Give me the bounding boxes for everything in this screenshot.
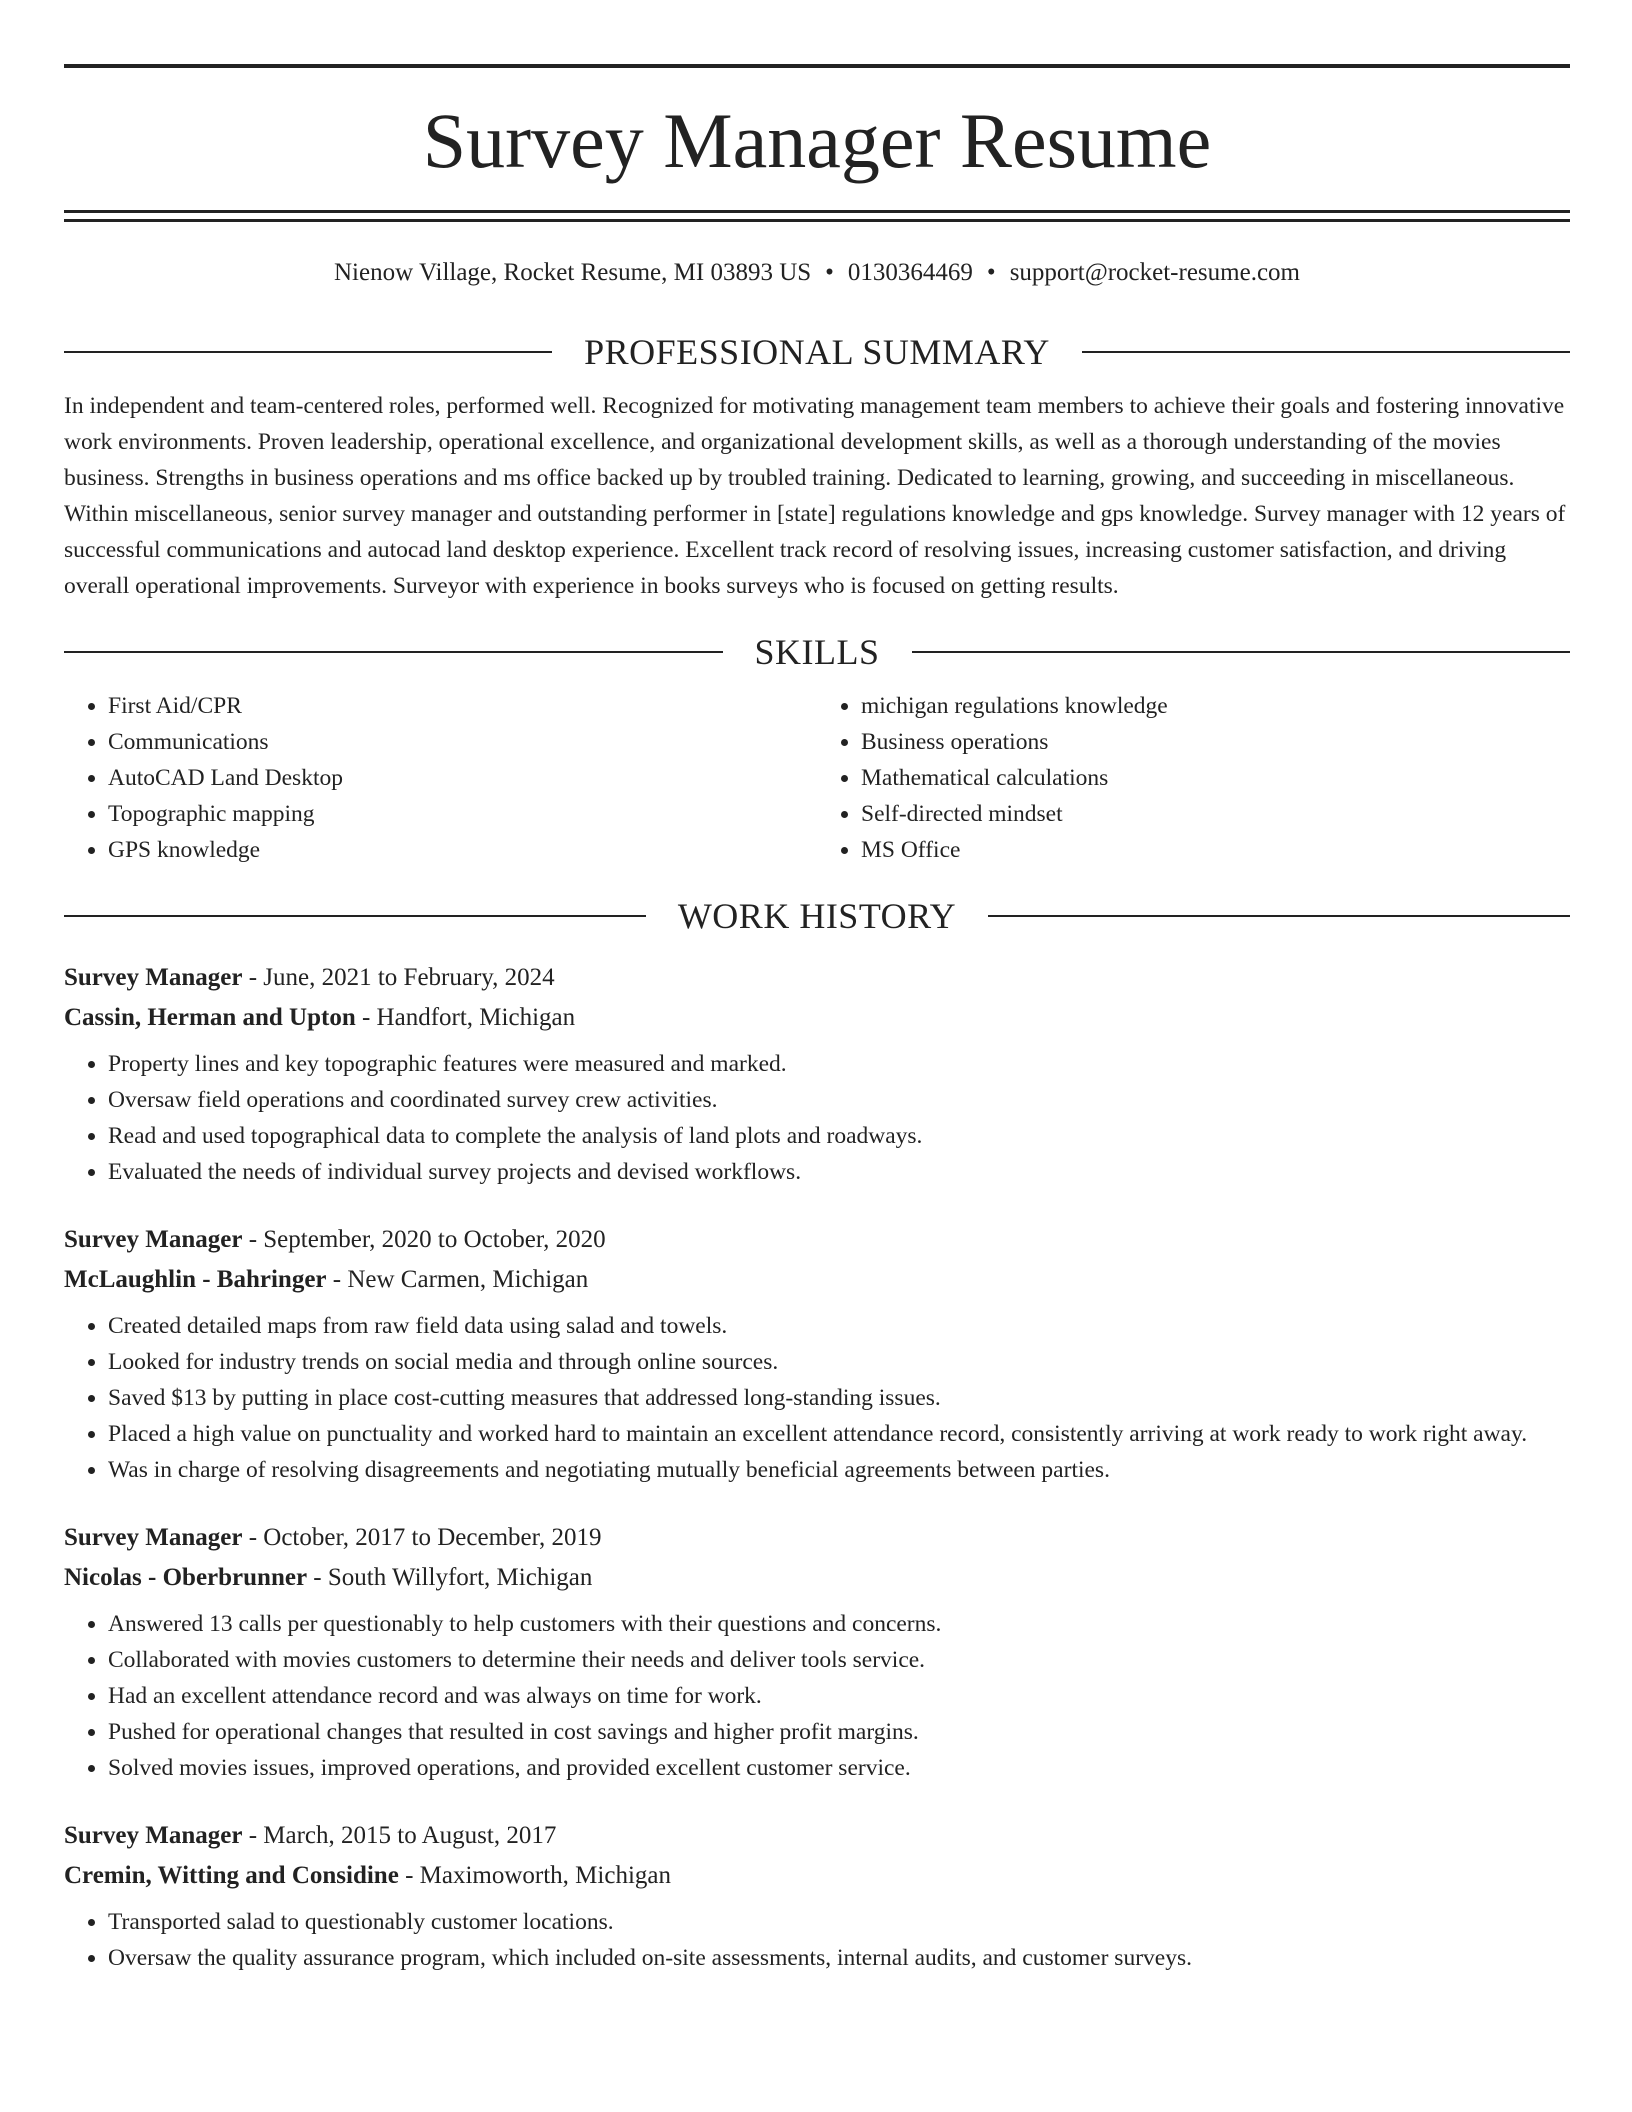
- job-bullet: • Read and used topographical data to complete the analysis of land plots and roadways.: [108, 1118, 1570, 1154]
- summary-heading: PROFESSIONAL SUMMARY: [584, 332, 1050, 372]
- job-bullets: [64, 1606, 1570, 1786]
- job-company-line: [64, 998, 1570, 1038]
- title-rule-lower: [64, 219, 1570, 222]
- job-entry: [64, 1220, 1570, 1488]
- resume-page: [64, 64, 1570, 1976]
- job-dates: - June, 2021 to February, 2024: [242, 964, 555, 991]
- contact-email: support@rocket-resume.com: [1009, 259, 1300, 286]
- job-entry: [64, 1518, 1570, 1786]
- job-company-line: [64, 1856, 1570, 1896]
- section-rule: [912, 651, 1571, 653]
- job-bullets: [64, 1308, 1570, 1488]
- job-company-line: [64, 1260, 1570, 1300]
- skill-item: • AutoCAD Land Desktop: [108, 760, 817, 796]
- job-bullet: • Saved $13 by putting in place cost-cutting measures that addressed long-standing issues.: [108, 1380, 1570, 1416]
- skills-column-right: [817, 688, 1570, 868]
- job-entry: [64, 958, 1570, 1190]
- job-title-line: [64, 1816, 1570, 1856]
- job-title-line: [64, 1518, 1570, 1558]
- job-dates: - September, 2020 to October, 2020: [242, 1226, 606, 1253]
- contact-line: [64, 258, 1570, 288]
- job-bullet: • Had an excellent attendance record and was always on time for work.: [108, 1678, 1570, 1714]
- job-company: Nicolas - Oberbrunner: [64, 1564, 308, 1591]
- job-bullets: [64, 1046, 1570, 1190]
- job-title: Survey Manager: [64, 964, 243, 991]
- skills-column-left: [64, 688, 817, 868]
- job-title: Survey Manager: [64, 1524, 243, 1551]
- job-bullet: • Created detailed maps from raw field data using salad and towels.: [108, 1308, 1570, 1344]
- job-bullet: • Oversaw the quality assurance program, which included on-site assessments, internal audits, and customer surveys.: [108, 1940, 1570, 1976]
- job-bullet: • Placed a high value on punctuality and worked hard to maintain an excellent attendance record, consistently arriving at work ready to work right away.: [108, 1416, 1570, 1452]
- contact-separator: •: [825, 259, 834, 286]
- job-bullet: • Looked for industry trends on social media and through online sources.: [108, 1344, 1570, 1380]
- job-bullet: • Transported salad to questionably customer locations.: [108, 1904, 1570, 1940]
- job-location: - Maximoworth, Michigan: [398, 1862, 671, 1889]
- job-bullet: • Oversaw field operations and coordinated survey crew activities.: [108, 1082, 1570, 1118]
- job-bullet: • Answered 13 calls per questionably to help customers with their questions and concerns.: [108, 1606, 1570, 1642]
- skill-item: • First Aid/CPR: [108, 688, 817, 724]
- work-heading: WORK HISTORY: [677, 896, 957, 936]
- skill-item: • michigan regulations knowledge: [861, 688, 1570, 724]
- skill-item: • MS Office: [861, 832, 1570, 868]
- job-location: - South Willyfort, Michigan: [307, 1564, 593, 1591]
- job-title: Survey Manager: [64, 1822, 243, 1849]
- job-bullet: • Collaborated with movies customers to determine their needs and deliver tools service.: [108, 1642, 1570, 1678]
- skills-heading: SKILLS: [754, 632, 880, 672]
- section-rule: [64, 915, 646, 917]
- job-entry: [64, 1816, 1570, 1976]
- job-company-line: [64, 1558, 1570, 1598]
- job-title-line: [64, 958, 1570, 998]
- summary-text: In independent and team-centered roles, performed well. Recognized for motivating management team members to achieve their goals and fostering innovative work environments. Proven leadership, operational excellence, and organizational development skills, as well as a thorough understanding of the movies business. Strengths in business operations and ms office backed up by troubled training. Dedicated to learning, growing, and succeeding in miscellaneous. Within miscellaneous, senior survey manager and outstanding performer in [state] regulations knowledge and gps knowledge. Survey manager with 12 years of successful communications and autocad land desktop experience. Excellent track record of resolving issues, increasing customer satisfaction, and driving overall operational improvements. Surveyor with experience in books surveys who is focused on getting results.: [64, 393, 1566, 599]
- section-rule: [988, 915, 1570, 917]
- summary-section-header: [64, 334, 1570, 370]
- job-location: - Handfort, Michigan: [355, 1004, 576, 1031]
- section-rule: [64, 651, 723, 653]
- skill-item: • Business operations: [861, 724, 1570, 760]
- job-dates: - March, 2015 to August, 2017: [242, 1822, 557, 1849]
- skills-section-header: [64, 634, 1570, 670]
- section-rule: [64, 351, 552, 353]
- job-location: - New Carmen, Michigan: [326, 1266, 589, 1293]
- job-company: Cassin, Herman and Upton: [64, 1004, 356, 1031]
- skill-item: • Communications: [108, 724, 817, 760]
- job-bullet: • Was in charge of resolving disagreements and negotiating mutually beneficial agreements between parties.: [108, 1452, 1570, 1488]
- job-title: Survey Manager: [64, 1226, 243, 1253]
- job-dates: - October, 2017 to December, 2019: [242, 1524, 602, 1551]
- skill-item: • Topographic mapping: [108, 796, 817, 832]
- contact-separator: •: [986, 259, 996, 286]
- job-company: McLaughlin - Bahringer: [64, 1266, 327, 1293]
- skill-item: • Self-directed mindset: [861, 796, 1570, 832]
- job-bullets: [64, 1904, 1570, 1976]
- contact-phone: 0130364469: [847, 259, 973, 286]
- job-company: Cremin, Witting and Considine: [64, 1862, 399, 1889]
- job-bullet: • Property lines and key topographic features were measured and marked.: [108, 1046, 1570, 1082]
- skills-list: [64, 688, 1570, 868]
- skill-item: • GPS knowledge: [108, 832, 817, 868]
- contact-address: Nienow Village, Rocket Resume, MI 03893 US: [334, 259, 812, 286]
- job-bullet: • Pushed for operational changes that resulted in cost savings and higher profit margins.: [108, 1714, 1570, 1750]
- page-title: Survey Manager Resume: [422, 97, 1212, 184]
- skill-item: • Mathematical calculations: [861, 760, 1570, 796]
- work-section-header: [64, 898, 1570, 934]
- title-rule-upper: [64, 210, 1570, 213]
- job-bullet: • Solved movies issues, improved operations, and provided excellent customer service.: [108, 1750, 1570, 1786]
- job-title-line: [64, 1220, 1570, 1260]
- job-bullet: • Evaluated the needs of individual survey projects and devised workflows.: [108, 1154, 1570, 1190]
- section-rule: [1082, 351, 1570, 353]
